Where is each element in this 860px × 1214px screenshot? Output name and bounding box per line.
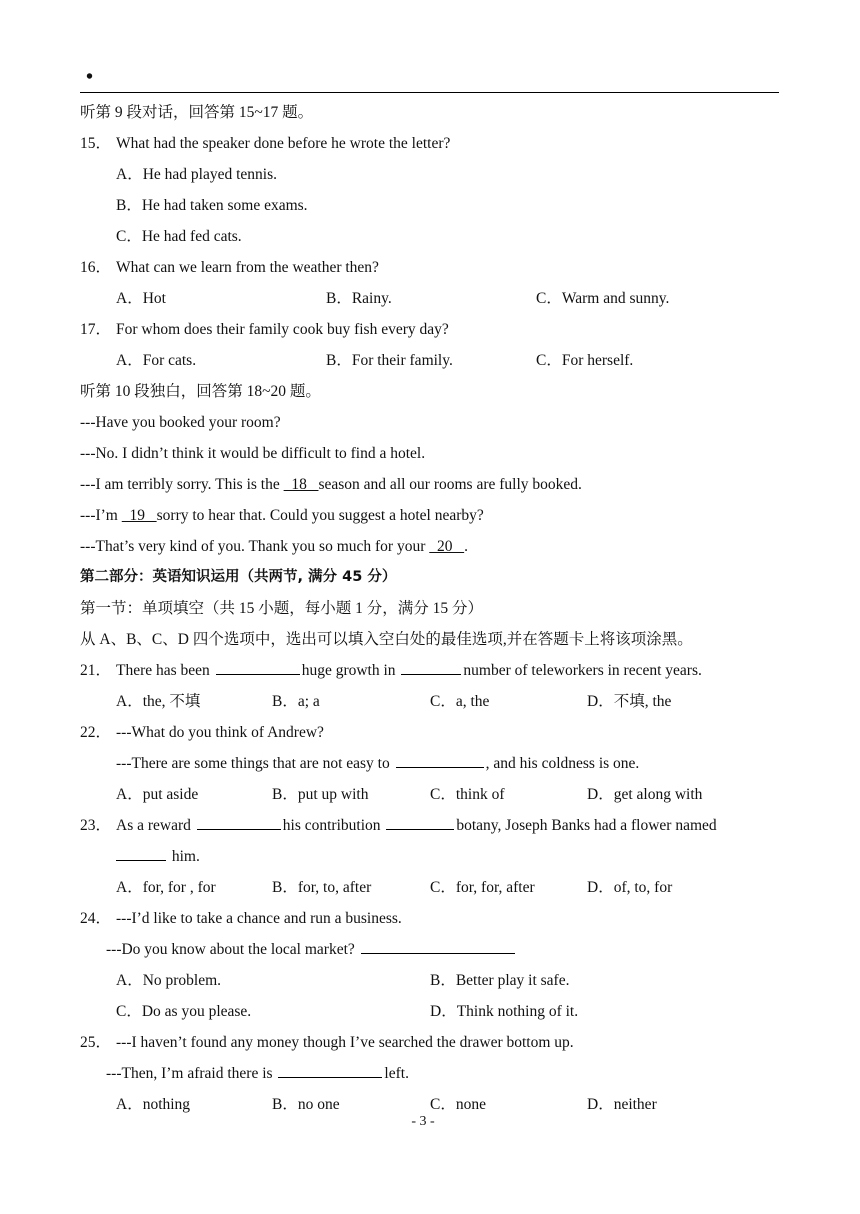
option-15-c[interactable]: C．He had fed cats. [116,228,242,245]
option-24-c[interactable]: C．Do as you please. [116,1003,252,1020]
question-number: 15． [80,135,112,152]
question-number: 25． [80,1034,112,1051]
question-text: left. [384,1065,409,1082]
question-text: him. [168,848,200,865]
fill-blank[interactable] [116,843,166,861]
option-25-d[interactable]: D．neither [587,1096,657,1113]
section-9-heading: 听第 9 段对话，回答第 15~17 题。 [80,104,314,121]
option-15-a[interactable]: A．He had played tennis. [116,166,277,183]
question-number: 23． [80,817,112,834]
option-21-a[interactable]: A．the, 不填 [116,693,201,710]
option-25-c[interactable]: C．none [430,1096,486,1113]
question-15 [80,128,790,159]
dialog-text: ---I’m [80,507,122,524]
question-number: 16． [80,259,112,276]
option-22-b[interactable]: B．put up with [272,786,369,803]
option-16-c[interactable]: C．Warm and sunny. [536,290,670,307]
dialog-text: ---That’s very kind of you. Thank you so much for your [80,538,430,555]
section-10-heading: 听第 10 段独白，回答第 18~20 题。 [80,383,321,400]
fill-blank[interactable] [278,1060,382,1078]
question-text: ---I haven’t found any money though I’ve searched the drawer bottom up. [116,1034,574,1051]
options-16 [80,283,790,314]
fill-blank[interactable] [361,936,515,954]
dialog-line-4 [80,500,790,531]
question-25 [80,1027,790,1058]
options-21 [80,686,790,717]
options-23 [80,872,790,903]
question-25-line-2 [80,1058,790,1089]
option-22-c[interactable]: C．think of [430,786,505,803]
option-16-a[interactable]: A．Hot [116,290,166,307]
question-text: ---What do you think of Andrew? [116,724,324,741]
question-21 [80,655,790,686]
option-24-b[interactable]: B．Better play it safe. [430,972,570,989]
option-25-a[interactable]: A．nothing [116,1096,191,1113]
question-text: ---Then, I’m afraid there is [106,1065,277,1082]
question-17 [80,314,790,345]
option-23-a[interactable]: A．for, for , for [116,879,216,896]
question-22 [80,717,790,748]
option-15-b[interactable]: B．He had taken some exams. [116,197,308,214]
fill-blank[interactable] [401,657,461,675]
options-24-row-1 [80,965,790,996]
dialog-text: season and all our rooms are fully booked. [318,476,582,493]
dialog-text: ---I am terribly sorry. This is the [80,476,284,493]
question-text: botany, Joseph Banks had a flower named [456,817,717,834]
option-23-b[interactable]: B．for, to, after [272,879,372,896]
question-number: 22． [80,724,112,741]
question-text: ---There are some things that are not easy to [116,755,394,772]
options-22 [80,779,790,810]
question-number: 21． [80,662,112,679]
question-text: For whom does their family cook buy fish every day? [116,321,449,338]
option-25-b[interactable]: B．no one [272,1096,340,1113]
question-text: , and his coldness is one. [485,755,640,772]
option-23-c[interactable]: C．for, for, after [430,879,535,896]
option-17-c[interactable]: C．For herself. [536,352,634,369]
question-text: his contribution [282,817,385,834]
fill-blank[interactable] [386,812,454,830]
dialog-line-3 [80,469,790,500]
dialog-line-1: ---Have you booked your room? [80,414,281,431]
options-17 [80,345,790,376]
option-21-b[interactable]: B．a; a [272,693,320,710]
question-text: number of teleworkers in recent years. [463,662,702,679]
question-text: ---I’d like to take a chance and run a business. [116,910,402,927]
question-number: 24． [80,910,112,927]
option-24-d[interactable]: D．Think nothing of it. [430,1003,579,1020]
dialog-text: . [464,538,469,555]
option-22-d[interactable]: D．get along with [587,786,703,803]
question-24-line-2 [80,934,790,965]
exam-page-content [80,97,790,1120]
question-text: ---Do you know about the local market? [106,941,359,958]
option-17-a[interactable]: A．For cats. [116,352,197,369]
question-text: What had the speaker done before he wrote the letter? [116,135,451,152]
question-text: There has been [116,662,214,679]
question-22-line-2 [80,748,790,779]
question-text: huge growth in [301,662,400,679]
header-bullet: • [86,66,94,88]
options-24-row-2 [80,996,790,1027]
question-number: 17． [80,321,112,338]
fill-blank[interactable] [197,812,281,830]
dialog-line-5 [80,531,790,562]
fill-blank[interactable] [396,750,484,768]
option-23-d[interactable]: D．of, to, for [587,879,673,896]
answer-blank-18[interactable]: 18 [283,476,319,493]
dialog-text: sorry to hear that. Could you suggest a hotel nearby? [156,507,484,524]
option-17-b[interactable]: B．For their family. [326,352,453,369]
question-text: What can we learn from the weather then? [116,259,379,276]
answer-blank-19[interactable]: 19 [121,507,157,524]
option-21-d[interactable]: D．不填, the [587,693,672,710]
option-24-a[interactable]: A．No problem. [116,972,222,989]
question-24 [80,903,790,934]
header-rule [80,92,779,93]
question-23-line-2 [80,841,790,872]
part-2-heading: 第二部分：英语知识运用（共两节, 满分 45 分） [80,569,397,585]
option-22-a[interactable]: A．put aside [116,786,199,803]
dialog-line-2: ---No. I didn’t think it would be difficult to find a hotel. [80,445,426,462]
question-text: As a reward [116,817,195,834]
answer-blank-20[interactable]: 20 [429,538,465,555]
question-23 [80,810,790,841]
option-16-b[interactable]: B．Rainy. [326,290,392,307]
page-number: - 3 - [411,1114,435,1129]
instructions: 从 A、B、C、D 四个选项中，选出可以填入空白处的最佳选项,并在答题卡上将该项涂黑。 [80,631,693,648]
fill-blank[interactable] [216,657,300,675]
question-16 [80,252,790,283]
option-21-c[interactable]: C．a, the [430,693,490,710]
section-1-heading: 第一节：单项填空（共 15 小题，每小题 1 分，满分 15 分） [80,600,484,617]
